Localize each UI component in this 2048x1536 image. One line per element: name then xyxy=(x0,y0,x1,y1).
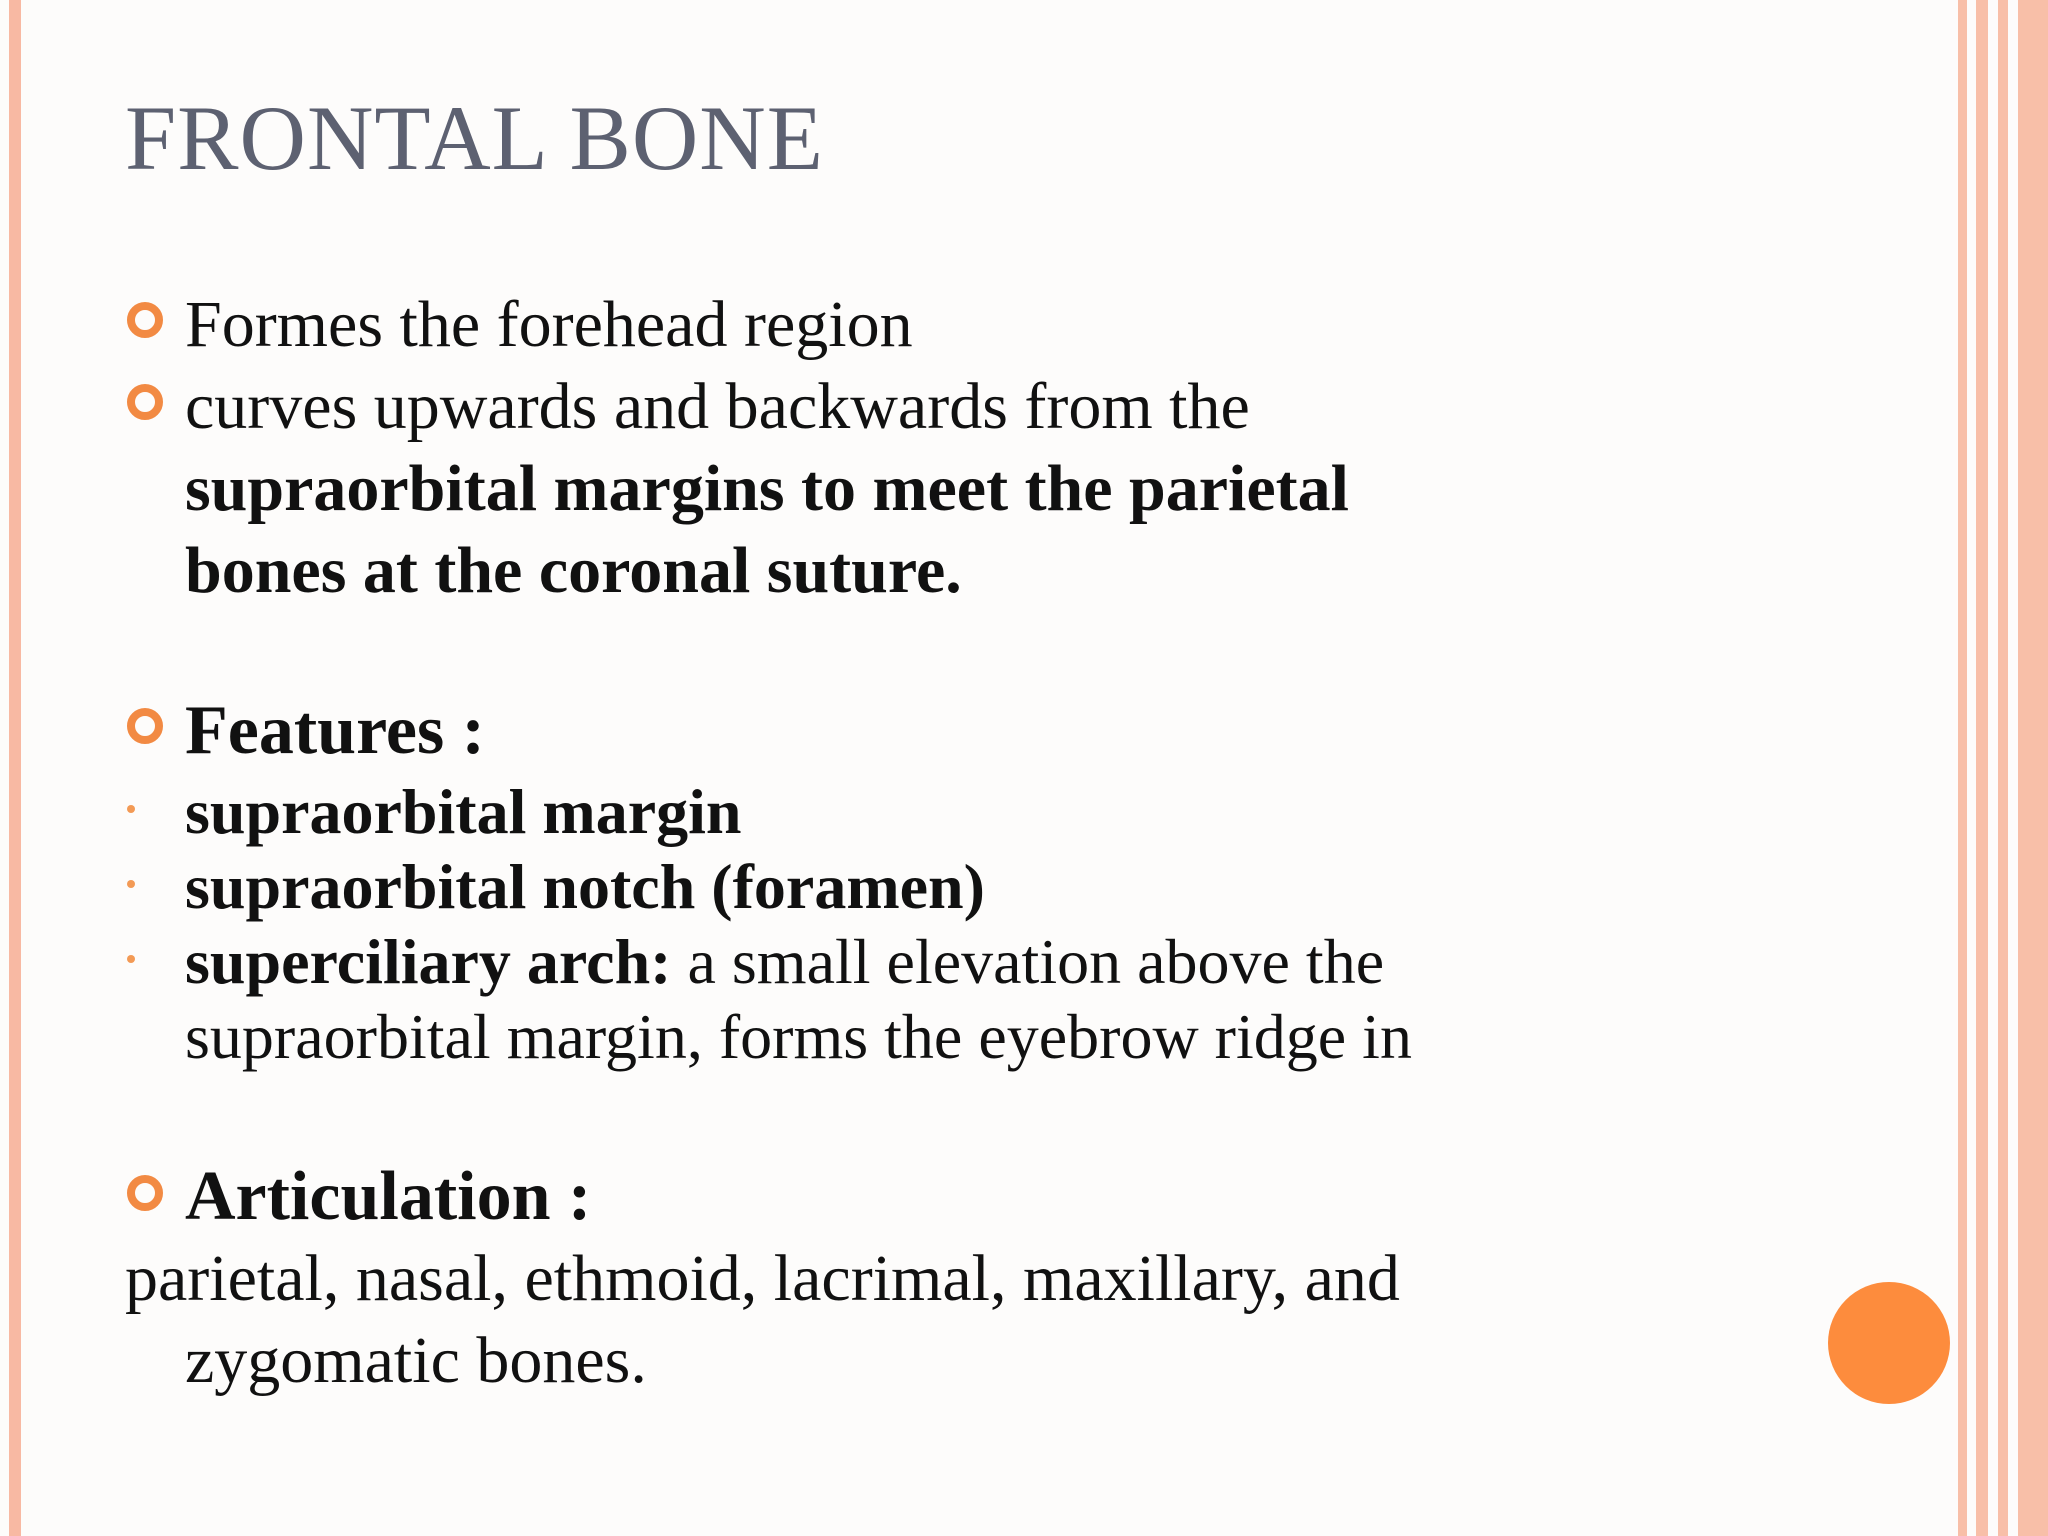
bullet-curves-line3: bones at the coronal suture. xyxy=(185,534,962,607)
bullet-curves-line2: supraorbital margins to meet the parietal xyxy=(185,452,1349,525)
features-heading: Features : xyxy=(185,692,485,769)
articulation-line2: zygomatic bones. xyxy=(185,1324,647,1397)
right-border-stripe xyxy=(1976,0,1988,1536)
orange-circle-decoration xyxy=(1828,1282,1950,1404)
ring-bullet-icon xyxy=(127,384,163,420)
dot-bullet-icon xyxy=(127,805,135,813)
feature-item: supraorbital margin xyxy=(185,776,742,847)
ring-bullet-icon xyxy=(127,708,163,744)
articulation-line1: parietal, nasal, ethmoid, lacrimal, maxillary, and xyxy=(125,1242,1400,1315)
ring-bullet-icon xyxy=(127,302,163,338)
ring-bullet-icon xyxy=(127,1175,163,1211)
left-border-stripe xyxy=(9,0,21,1536)
superciliary-term: superciliary arch: xyxy=(185,926,672,997)
bullet-curves-line1: curves upwards and backwards from the xyxy=(185,370,1250,443)
feature-item-superciliary xyxy=(185,924,1384,1000)
right-border-stripe xyxy=(1958,0,1967,1536)
dot-bullet-icon xyxy=(127,880,135,888)
right-border-stripe xyxy=(2018,0,2048,1536)
articulation-heading: Articulation : xyxy=(185,1158,592,1235)
superciliary-line2: supraorbital margin, forms the eyebrow ridge in xyxy=(185,1001,1412,1072)
right-border-stripe xyxy=(1998,0,2008,1536)
bullet-forehead: Formes the forehead region xyxy=(185,288,913,361)
feature-item: supraorbital notch (foramen) xyxy=(185,851,985,922)
dot-bullet-icon xyxy=(127,955,135,963)
slide-title: FRONTAL BONE xyxy=(125,87,824,189)
superciliary-description: a small elevation above the xyxy=(671,926,1385,997)
